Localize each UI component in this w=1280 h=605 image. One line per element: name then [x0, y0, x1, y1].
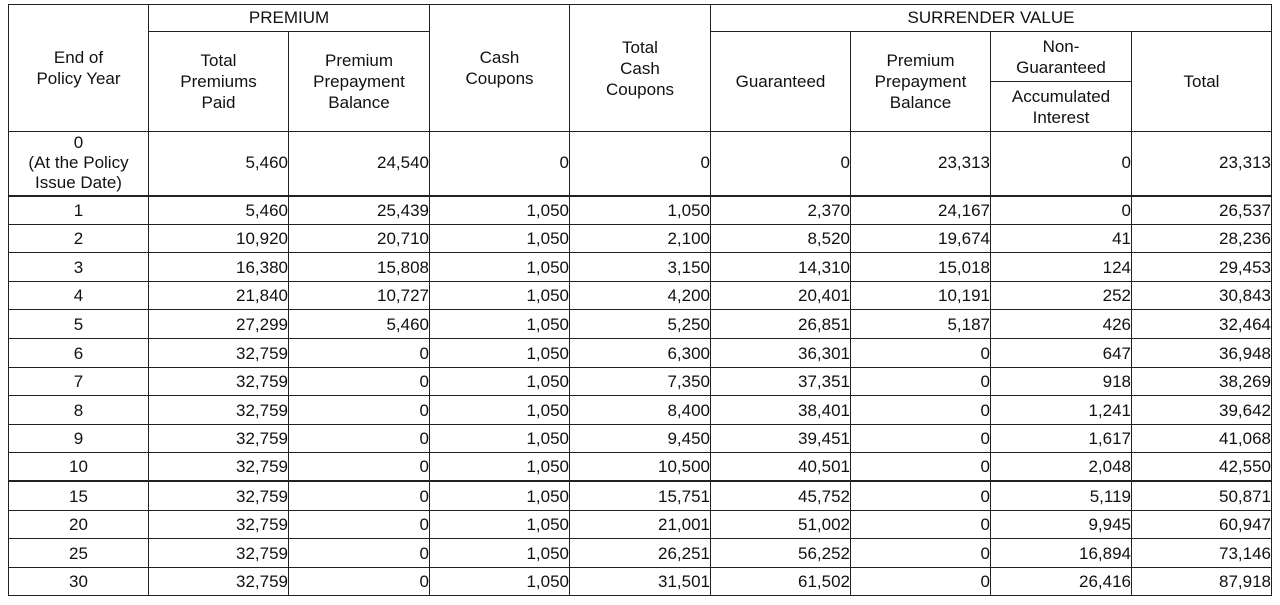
total-cell: 30,843: [1132, 281, 1272, 310]
policy-year: 20: [69, 515, 88, 535]
accumulated-interest-cell: 1,617: [991, 424, 1132, 453]
total-premiums-paid-cell: 32,759: [149, 567, 289, 596]
policy-year-note: (At the Policy Issue Date): [28, 153, 129, 193]
total-cell: 73,146: [1132, 539, 1272, 568]
policy-year-cell: [9, 510, 149, 539]
sv-prepayment-balance-cell: 0: [851, 539, 991, 568]
total-cell: 60,947: [1132, 510, 1272, 539]
header-end-of-policy-year: End of Policy Year: [9, 5, 149, 132]
total-cash-coupons-cell: 4,200: [570, 281, 711, 310]
prepayment-balance-cell: 5,460: [289, 310, 430, 339]
total-cell: 26,537: [1132, 196, 1272, 225]
sv-prepayment-balance-cell: 0: [851, 367, 991, 396]
prepayment-balance-cell: 0: [289, 367, 430, 396]
total-premiums-paid-cell: 32,759: [149, 510, 289, 539]
accumulated-interest-cell: 647: [991, 338, 1132, 367]
total-cash-coupons-cell: 10,500: [570, 453, 711, 482]
guaranteed-cell: 61,502: [711, 567, 851, 596]
cash-coupons-cell: 1,050: [430, 424, 570, 453]
policy-year: 8: [73, 400, 84, 420]
accumulated-interest-cell: 16,894: [991, 539, 1132, 568]
table-row: [9, 310, 1272, 339]
policy-year-cell: [9, 424, 149, 453]
accumulated-interest-cell: 252: [991, 281, 1132, 310]
prepayment-balance-cell: 0: [289, 396, 430, 425]
total-cash-coupons-cell: 7,350: [570, 367, 711, 396]
table-row: [9, 481, 1272, 510]
sv-prepayment-balance-cell: 0: [851, 338, 991, 367]
table-row: [9, 338, 1272, 367]
header-total-cash-coupons: Total Cash Coupons: [570, 5, 711, 132]
policy-year-cell: [9, 310, 149, 339]
cash-coupons-cell: 1,050: [430, 196, 570, 225]
prepayment-balance-cell: 0: [289, 338, 430, 367]
policy-year-cell: [9, 396, 149, 425]
guaranteed-cell: 2,370: [711, 196, 851, 225]
total-premiums-paid-cell: 16,380: [149, 253, 289, 282]
policy-year: 6: [73, 343, 84, 363]
total-cash-coupons-cell: 21,001: [570, 510, 711, 539]
guaranteed-cell: 51,002: [711, 510, 851, 539]
table-row: [9, 396, 1272, 425]
guaranteed-cell: 14,310: [711, 253, 851, 282]
accumulated-interest-cell: 918: [991, 367, 1132, 396]
policy-year: 0: [73, 133, 84, 153]
policy-year-cell: [9, 281, 149, 310]
accumulated-interest-cell: 26,416: [991, 567, 1132, 596]
total-cell: 87,918: [1132, 567, 1272, 596]
prepayment-balance-cell: 0: [289, 510, 430, 539]
cash-coupons-cell: 1,050: [430, 310, 570, 339]
sv-prepayment-balance-cell: 0: [851, 453, 991, 482]
total-cell: 38,269: [1132, 367, 1272, 396]
total-cell: 23,313: [1132, 132, 1272, 196]
policy-year-cell: [9, 539, 149, 568]
policy-illustration-table: [8, 4, 1272, 596]
accumulated-interest-cell: 426: [991, 310, 1132, 339]
total-premiums-paid-cell: 32,759: [149, 396, 289, 425]
prepayment-balance-cell: 0: [289, 424, 430, 453]
table-row: [9, 224, 1272, 253]
header-premium-group: PREMIUM: [149, 5, 430, 32]
cash-coupons-cell: 1,050: [430, 253, 570, 282]
cash-coupons-cell: 1,050: [430, 453, 570, 482]
prepayment-balance-cell: 20,710: [289, 224, 430, 253]
table-row: [9, 367, 1272, 396]
total-cash-coupons-cell: 0: [570, 132, 711, 196]
total-cell: 29,453: [1132, 253, 1272, 282]
policy-year: 30: [69, 572, 88, 592]
accumulated-interest-cell: 2,048: [991, 453, 1132, 482]
guaranteed-cell: 39,451: [711, 424, 851, 453]
total-cash-coupons-cell: 26,251: [570, 539, 711, 568]
sv-prepayment-balance-cell: 15,018: [851, 253, 991, 282]
total-cash-coupons-cell: 1,050: [570, 196, 711, 225]
header-premium-prepayment-balance: Premium Prepayment Balance: [289, 32, 430, 132]
accumulated-interest-cell: 9,945: [991, 510, 1132, 539]
policy-year: 15: [69, 486, 88, 506]
prepayment-balance-cell: 0: [289, 567, 430, 596]
header-sv-premium-prepayment-balance: Premium Prepayment Balance: [851, 32, 991, 132]
guaranteed-cell: 36,301: [711, 338, 851, 367]
sv-prepayment-balance-cell: 10,191: [851, 281, 991, 310]
cash-coupons-cell: 1,050: [430, 481, 570, 510]
sv-prepayment-balance-cell: 0: [851, 481, 991, 510]
total-cell: 42,550: [1132, 453, 1272, 482]
cash-coupons-cell: 1,050: [430, 510, 570, 539]
total-cash-coupons-cell: 3,150: [570, 253, 711, 282]
accumulated-interest-cell: 5,119: [991, 481, 1132, 510]
policy-year: 5: [73, 314, 84, 334]
table-row: [9, 539, 1272, 568]
table-row: [9, 253, 1272, 282]
policy-year-cell: [9, 567, 149, 596]
total-cash-coupons-cell: 31,501: [570, 567, 711, 596]
total-premiums-paid-cell: 32,759: [149, 481, 289, 510]
guaranteed-cell: 56,252: [711, 539, 851, 568]
total-cash-coupons-cell: 8,400: [570, 396, 711, 425]
policy-year-cell: [9, 338, 149, 367]
guaranteed-cell: 40,501: [711, 453, 851, 482]
sv-prepayment-balance-cell: 24,167: [851, 196, 991, 225]
total-cell: 50,871: [1132, 481, 1272, 510]
total-cash-coupons-cell: 9,450: [570, 424, 711, 453]
prepayment-balance-cell: 15,808: [289, 253, 430, 282]
header-non-guaranteed: Non-Guaranteed: [991, 32, 1132, 82]
table-row: [9, 196, 1272, 225]
table-row: [9, 567, 1272, 596]
policy-year: 3: [73, 257, 84, 277]
total-cash-coupons-cell: 2,100: [570, 224, 711, 253]
total-premiums-paid-cell: 32,759: [149, 424, 289, 453]
header-total: Total: [1132, 32, 1272, 132]
table-row: [9, 424, 1272, 453]
policy-year-cell: [9, 224, 149, 253]
guaranteed-cell: 0: [711, 132, 851, 196]
total-cash-coupons-cell: 6,300: [570, 338, 711, 367]
prepayment-balance-cell: 24,540: [289, 132, 430, 196]
accumulated-interest-cell: 0: [991, 132, 1132, 196]
table-row: [9, 510, 1272, 539]
total-cell: 39,642: [1132, 396, 1272, 425]
policy-year: 1: [73, 200, 84, 220]
total-cash-coupons-cell: 15,751: [570, 481, 711, 510]
policy-year: 2: [73, 229, 84, 249]
total-cash-coupons-cell: 5,250: [570, 310, 711, 339]
cash-coupons-cell: 1,050: [430, 224, 570, 253]
cash-coupons-cell: 1,050: [430, 539, 570, 568]
sv-prepayment-balance-cell: 0: [851, 510, 991, 539]
total-premiums-paid-cell: 32,759: [149, 338, 289, 367]
header-cash-coupons: Cash Coupons: [430, 5, 570, 132]
total-cell: 32,464: [1132, 310, 1272, 339]
total-premiums-paid-cell: 5,460: [149, 196, 289, 225]
sv-prepayment-balance-cell: 0: [851, 424, 991, 453]
sv-prepayment-balance-cell: 0: [851, 396, 991, 425]
policy-year-cell: [9, 481, 149, 510]
sv-prepayment-balance-cell: 0: [851, 567, 991, 596]
policy-year-cell: [9, 253, 149, 282]
cash-coupons-cell: 1,050: [430, 338, 570, 367]
total-premiums-paid-cell: 32,759: [149, 367, 289, 396]
guaranteed-cell: 45,752: [711, 481, 851, 510]
table-row: [9, 132, 1272, 196]
total-cell: 41,068: [1132, 424, 1272, 453]
prepayment-balance-cell: 10,727: [289, 281, 430, 310]
cash-coupons-cell: 1,050: [430, 281, 570, 310]
policy-year: 25: [69, 543, 88, 563]
header-guaranteed: Guaranteed: [711, 32, 851, 132]
policy-year: 7: [73, 372, 84, 392]
header-surrender-value-group: SURRENDER VALUE: [711, 5, 1272, 32]
sv-prepayment-balance-cell: 23,313: [851, 132, 991, 196]
guaranteed-cell: 37,351: [711, 367, 851, 396]
guaranteed-cell: 20,401: [711, 281, 851, 310]
prepayment-balance-cell: 0: [289, 453, 430, 482]
header-total-premiums-paid: Total Premiums Paid: [149, 32, 289, 132]
guaranteed-cell: 26,851: [711, 310, 851, 339]
cash-coupons-cell: 0: [430, 132, 570, 196]
policy-year-cell: [9, 196, 149, 225]
accumulated-interest-cell: 41: [991, 224, 1132, 253]
accumulated-interest-cell: 1,241: [991, 396, 1132, 425]
policy-year-cell: [9, 132, 149, 196]
table-body: [9, 132, 1272, 596]
sv-prepayment-balance-cell: 5,187: [851, 310, 991, 339]
guaranteed-cell: 8,520: [711, 224, 851, 253]
policy-year: 4: [73, 286, 84, 306]
header-accumulated-interest: Accumulated Interest: [991, 82, 1132, 132]
accumulated-interest-cell: 124: [991, 253, 1132, 282]
prepayment-balance-cell: 0: [289, 539, 430, 568]
table-row: [9, 453, 1272, 482]
cash-coupons-cell: 1,050: [430, 367, 570, 396]
total-premiums-paid-cell: 5,460: [149, 132, 289, 196]
total-cell: 28,236: [1132, 224, 1272, 253]
prepayment-balance-cell: 0: [289, 481, 430, 510]
policy-year: 9: [73, 429, 84, 449]
total-premiums-paid-cell: 10,920: [149, 224, 289, 253]
cash-coupons-cell: 1,050: [430, 567, 570, 596]
sv-prepayment-balance-cell: 19,674: [851, 224, 991, 253]
policy-year-cell: [9, 453, 149, 482]
total-premiums-paid-cell: 27,299: [149, 310, 289, 339]
total-premiums-paid-cell: 32,759: [149, 453, 289, 482]
policy-year-cell: [9, 367, 149, 396]
accumulated-interest-cell: 0: [991, 196, 1132, 225]
total-premiums-paid-cell: 21,840: [149, 281, 289, 310]
total-cell: 36,948: [1132, 338, 1272, 367]
prepayment-balance-cell: 25,439: [289, 196, 430, 225]
total-premiums-paid-cell: 32,759: [149, 539, 289, 568]
cash-coupons-cell: 1,050: [430, 396, 570, 425]
table-row: [9, 281, 1272, 310]
guaranteed-cell: 38,401: [711, 396, 851, 425]
policy-year: 10: [69, 457, 88, 477]
